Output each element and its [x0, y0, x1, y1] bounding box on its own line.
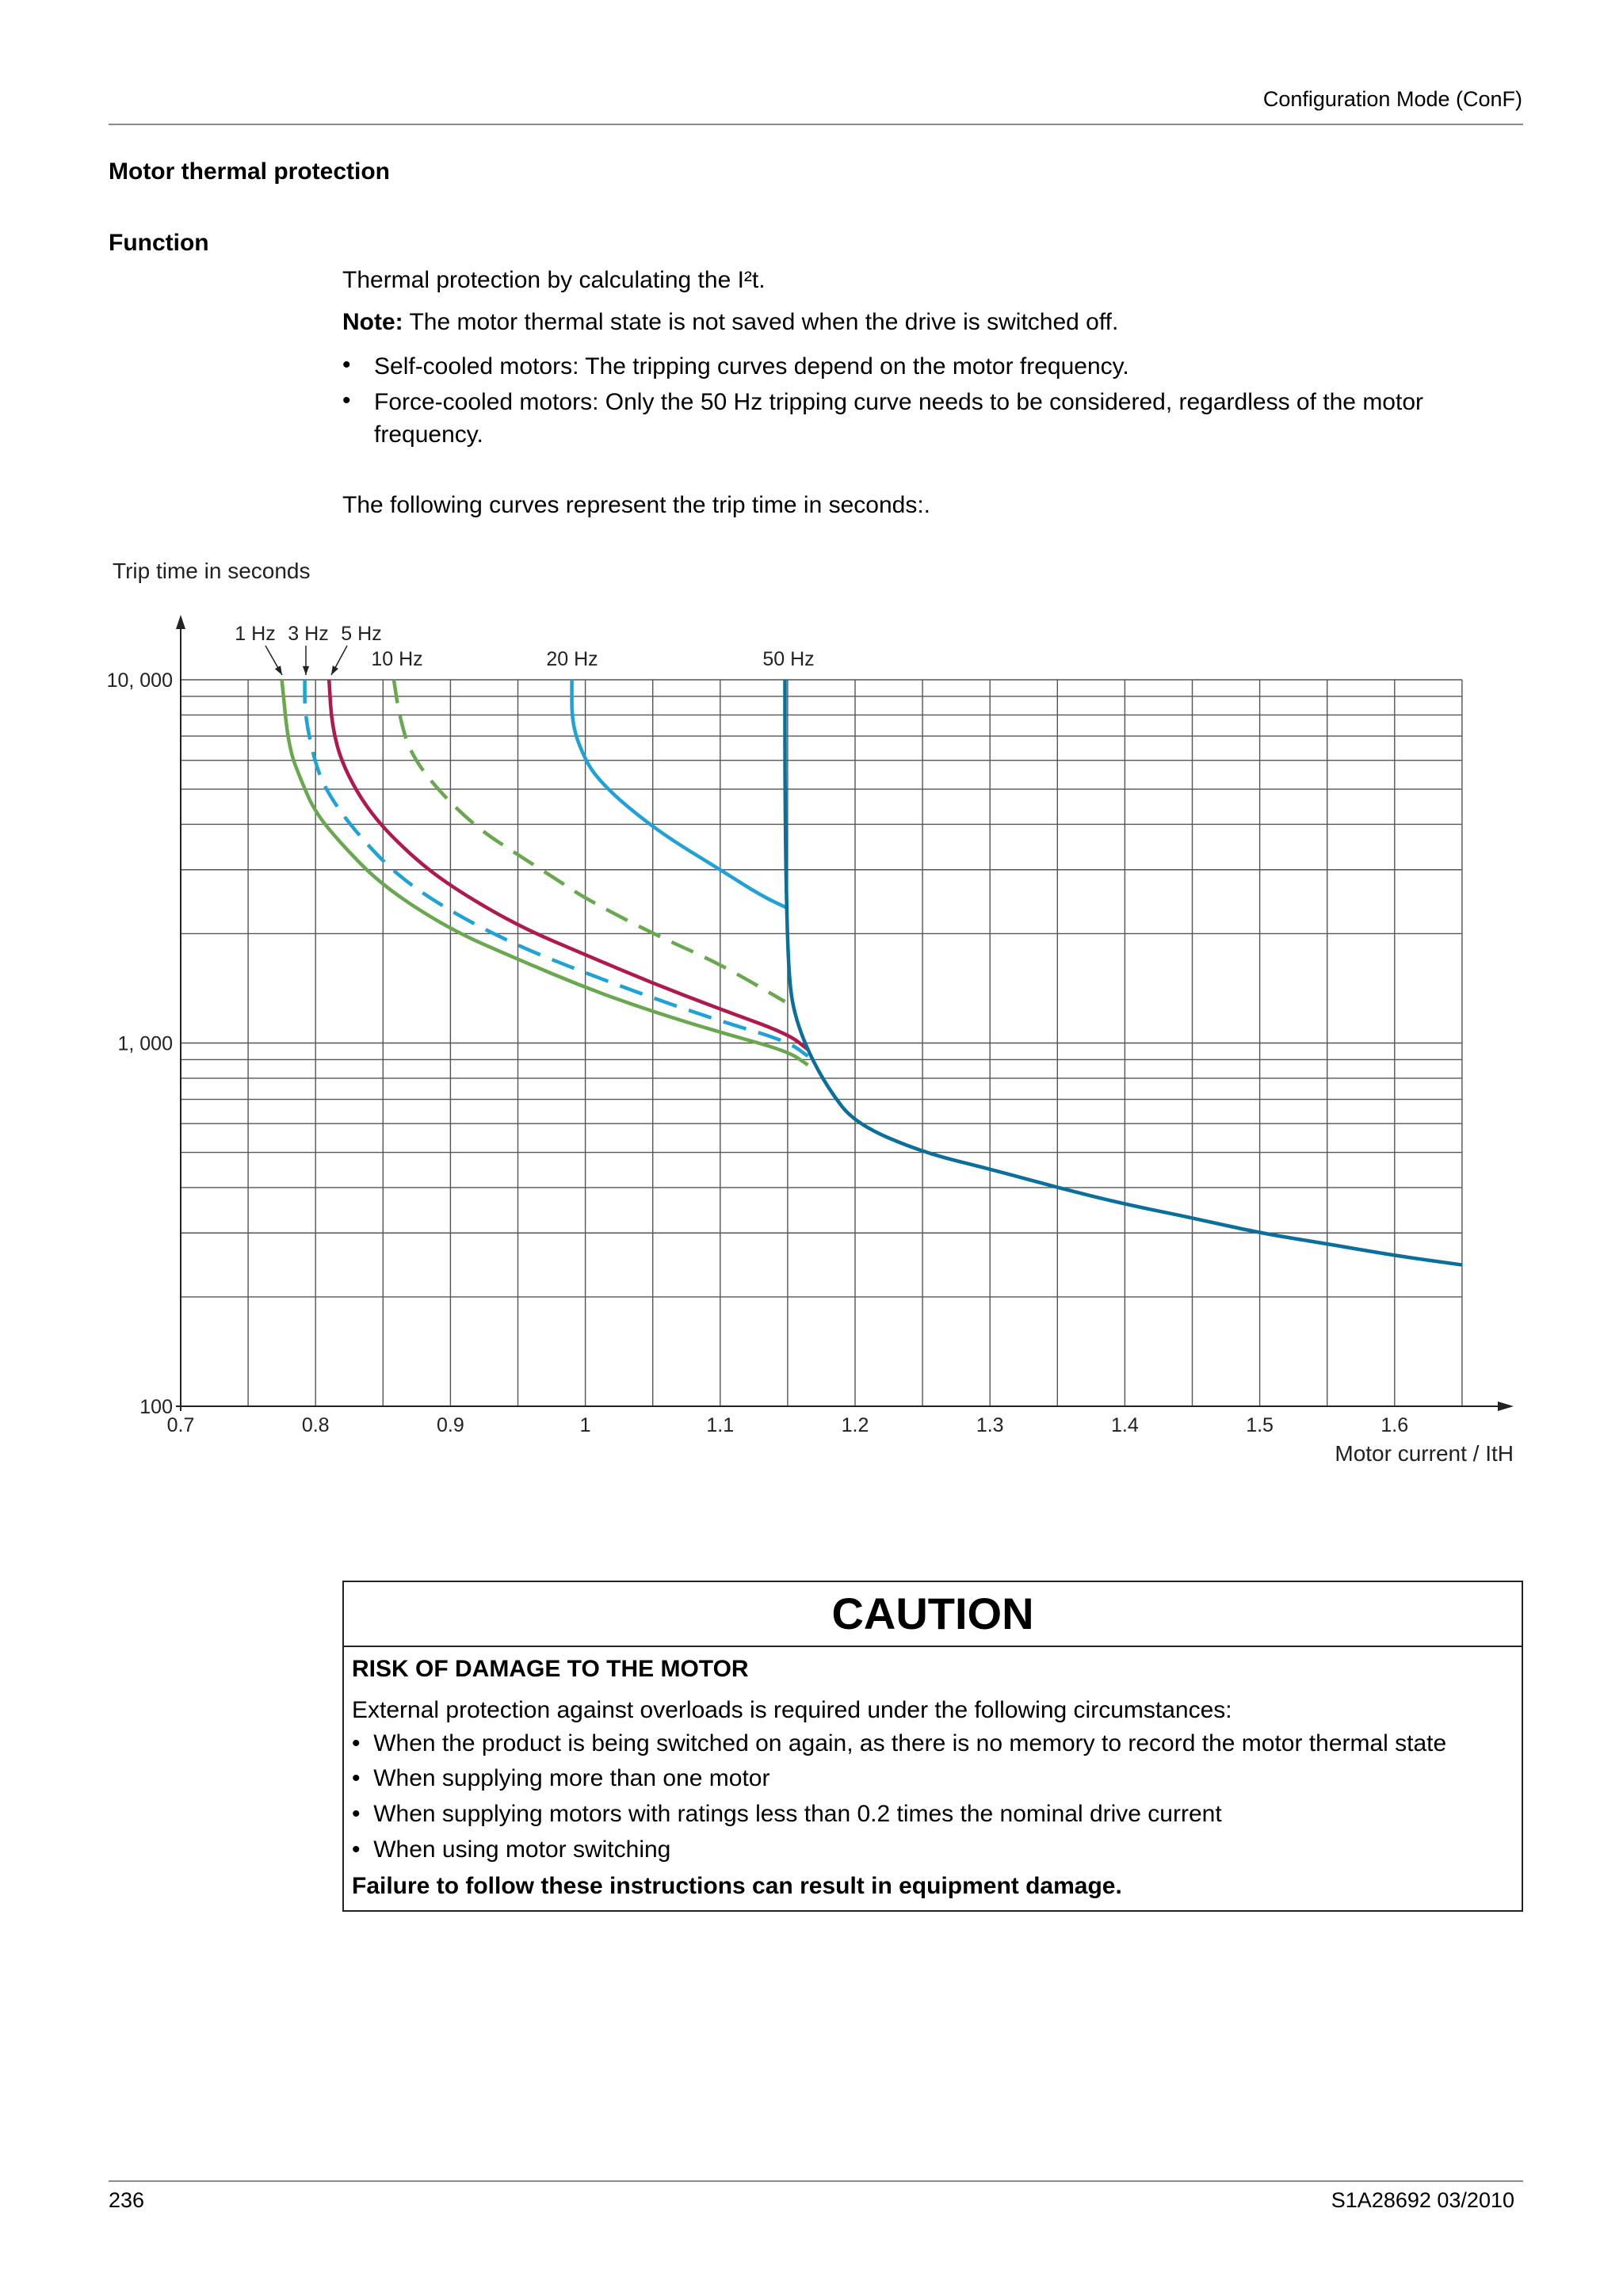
bullet-text: Force-cooled motors: Only the 50 Hz tripping curve needs to be considered, regardless of the motor	[374, 389, 1423, 415]
function-heading: Function	[109, 230, 209, 256]
x-tick-label: 1.6	[1381, 1414, 1409, 1436]
caution-footer: Failure to follow these instructions can result in equipment damage.	[352, 1873, 1122, 1899]
y-tick-label: 1, 000	[117, 1032, 173, 1055]
chart-series	[282, 680, 1462, 1265]
bullet-icon: •	[342, 352, 351, 378]
x-tick-label: 0.7	[166, 1414, 195, 1436]
caution-item-text: When using motor switching	[373, 1836, 671, 1863]
function-note	[342, 307, 1118, 338]
bullet-icon: •	[352, 1730, 361, 1756]
header-section: Configuration Mode (ConF)	[1262, 87, 1522, 111]
y-axis-arrow	[176, 615, 185, 629]
x-tick-label: 1.2	[841, 1414, 869, 1436]
caution-box	[342, 1581, 1523, 1912]
frequency-label: 3 Hz	[288, 623, 329, 645]
caution-item	[352, 1834, 670, 1866]
y-tick-label: 100	[139, 1396, 173, 1418]
bullet-text: Self-cooled motors: The tripping curves depend on the motor frequency.	[374, 353, 1129, 379]
frequency-label: 20 Hz	[546, 648, 598, 670]
chart-axes	[176, 615, 1514, 1411]
caution-item	[352, 1763, 769, 1794]
header-rule	[109, 124, 1523, 125]
frequency-label: 5 Hz	[341, 623, 382, 645]
bullet-icon: •	[342, 387, 351, 414]
pointer-arrowhead-icon	[303, 666, 309, 675]
frequency-label: 50 Hz	[762, 648, 815, 670]
y-axis-label: Trip time in seconds	[113, 559, 311, 583]
x-tick-label: 1.3	[976, 1414, 1004, 1436]
chart-grid	[181, 680, 1462, 1406]
pointer-arrowhead-icon	[331, 666, 338, 675]
caution-item-text: When supplying more than one motor	[373, 1765, 770, 1791]
x-tick-label: 1.1	[706, 1414, 735, 1436]
caution-item-text: When the product is being switched on again, as there is no memory to record the motor thermal state	[373, 1730, 1447, 1756]
curve-5hz	[329, 680, 808, 1050]
page-title: Motor thermal protection	[109, 158, 391, 185]
x-tick-label: 0.9	[437, 1414, 464, 1436]
bullet-continuation: frequency.	[374, 421, 483, 448]
frequency-labels	[235, 623, 814, 675]
curve-20hz	[572, 680, 788, 908]
trip-curve-chart	[0, 547, 1623, 1466]
doc-reference: S1A28692 03/2010	[1331, 2188, 1514, 2212]
frequency-label: 10 Hz	[371, 648, 423, 670]
x-axis-arrow	[1498, 1402, 1514, 1411]
function-intro: Thermal protection by calculating the I²t.	[342, 267, 766, 293]
y-tick-label: 10, 000	[106, 669, 173, 692]
footer-rule	[109, 2180, 1523, 2182]
caution-intro: External protection against overloads is required under the following circumstances:	[352, 1697, 1232, 1723]
caution-item	[352, 1728, 1446, 1760]
curve-10hz	[394, 680, 785, 1001]
x-tick-label: 1.5	[1246, 1414, 1274, 1436]
frequency-label: 1 Hz	[235, 623, 276, 645]
x-tick-label: 1.4	[1111, 1414, 1139, 1436]
caution-item-text: When supplying motors with ratings less than 0.2 times the nominal drive current	[373, 1801, 1222, 1827]
note-text: The motor thermal state is not saved when the drive is switched off.	[403, 309, 1119, 335]
caution-risk: RISK OF DAMAGE TO THE MOTOR	[352, 1656, 749, 1682]
curve-50hz	[785, 680, 1461, 1265]
bullet-icon: •	[352, 1801, 361, 1827]
bullet-icon: •	[352, 1765, 361, 1791]
caution-title: CAUTION	[344, 1582, 1522, 1647]
note-label: Note:	[342, 309, 403, 335]
x-axis-label: Motor current / ItH	[1335, 1441, 1514, 1466]
curves-intro: The following curves represent the trip time in seconds:.	[342, 492, 931, 518]
x-tick-label: 0.8	[301, 1414, 330, 1436]
page-number: 236	[109, 2188, 145, 2212]
bullet-icon: •	[352, 1836, 361, 1863]
pointer-arrowhead-icon	[275, 666, 282, 675]
x-tick-label: 1	[579, 1414, 591, 1436]
caution-item	[352, 1798, 1222, 1830]
